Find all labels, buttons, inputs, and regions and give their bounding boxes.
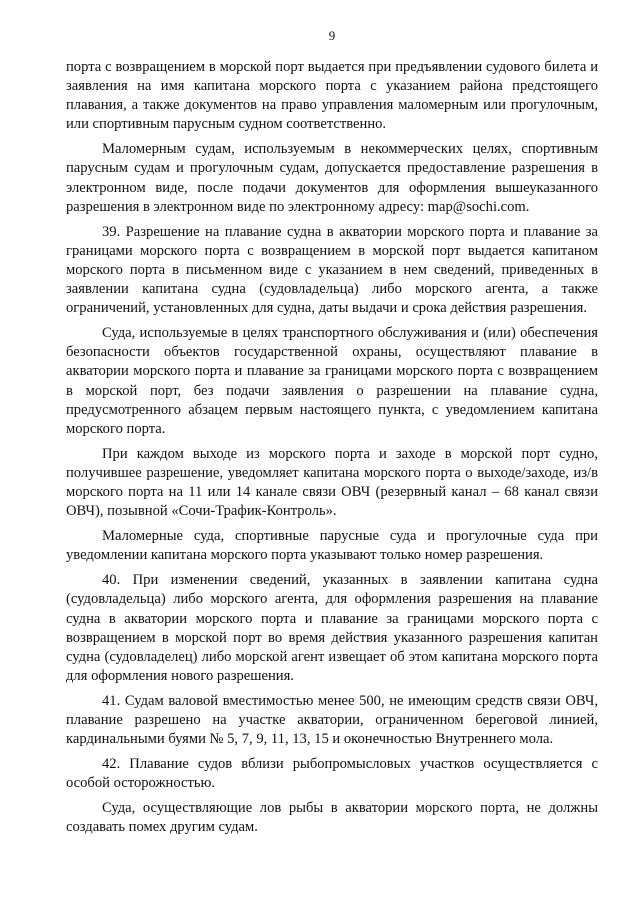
paragraph-fishing-vessels: Суда, осуществляющие лов рыбы в акватории морского порта, не должны создавать помех другим судам. bbox=[66, 800, 598, 836]
paragraph-electronic-permit: Маломерным судам, используемым в некоммерческих целях, спортивным парусным судам и прогулочным судам, допускается предоставление разрешения в электронном виде, после подачи документов для оформления вышеуказанного разрешения в электронном виде по электронному адресу: map@sochi.com. bbox=[66, 141, 598, 215]
document-body bbox=[66, 58, 598, 838]
paragraph-transport-vessels: Суда, используемые в целях транспортного обслуживания и (или) обеспечения безопасности объектов государственной охраны, осуществляют плавание в акватории морского порта и плавание за границами морского порта с возвращением в морской порт, без подачи заявления о разрешении на плавание судна, предусмотренного абзацем первым настоящего пункта, с уведомлением капитана морского порта. bbox=[66, 325, 598, 437]
page-number: 9 bbox=[328, 28, 336, 43]
paragraph-item-40: 40. При изменении сведений, указанных в заявлении капитана судна (судовладельца) либо морского агента, для оформления разрешения на плавание судна в акватории морского порта и плавание за границами морского порта с возвращением в морской порт во время действия указанного разрешения капитан судна (судовладелец) либо морской агент извещает об этом капитана морского порта для оформления нового разрешения. bbox=[66, 572, 598, 684]
paragraph-item-42: 42. Плавание судов вблизи рыбопромысловых участков осуществляется с особой осторожностью. bbox=[66, 756, 598, 792]
paragraph-item-41: 41. Судам валовой вместимостью менее 500, не имеющим средств связи ОВЧ, плавание разрешено на участке акватории, ограниченном береговой линией, кардинальными буями № 5, 7, 9, 11, 13, 15 и оконечностью Внутреннего мола. bbox=[66, 692, 598, 748]
paragraph-continuation: порта с возвращением в морской порт выдается при предъявлении судового билета и заявления на имя капитана морского порта с указанием района предстоящего плавания, а также документов на право управления маломерным или прогулочным, или спортивным парусным судном соответственно. bbox=[66, 59, 598, 133]
paragraph-small-vessels-notification: Маломерные суда, спортивные парусные суда и прогулочные суда при уведомлении капитана морского порта указывают только номер разрешения. bbox=[66, 528, 598, 564]
paragraph-vhf-notification: При каждом выходе из морского порта и заходе в морской порт судно, получившее разрешение, уведомляет капитана морского порта о выходе/заходе, из/в морского порта на 11 или 14 канале связи ОВЧ (резервный канал – 68 канал связи ОВЧ), позывной «Сочи-Трафик-Контроль». bbox=[66, 445, 598, 520]
paragraph-item-39: 39. Разрешение на плавание судна в акватории морского порта и плавание за границами морского порта с возвращением в морской порт выдается капитаном морского порта в письменном виде с указанием в нем сведений, приведенных в заявлении капитана судна (судовладельца) либо морского агента, а также ограничений, установленных для судна, даты выдачи и срока действия разрешения. bbox=[66, 223, 598, 317]
